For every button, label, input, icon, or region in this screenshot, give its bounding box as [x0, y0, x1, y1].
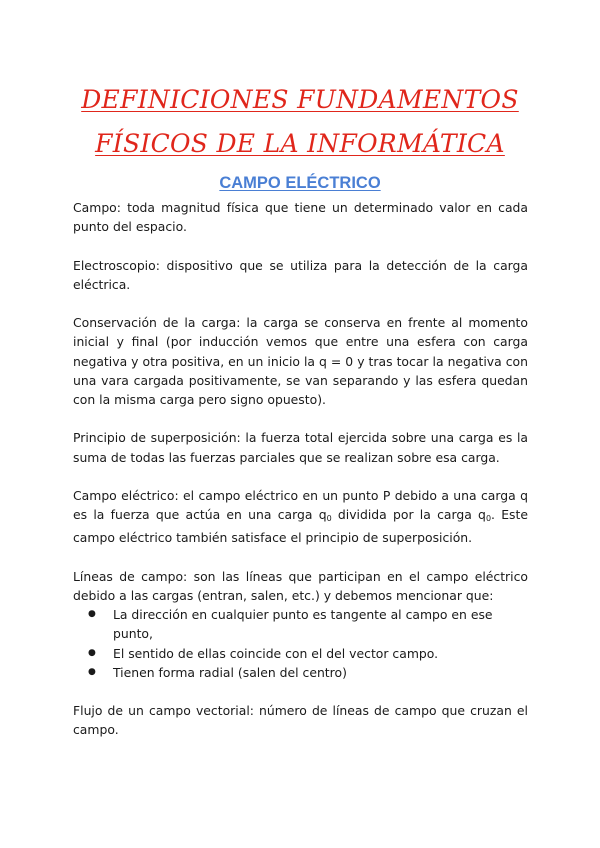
section-heading: CAMPO ELÉCTRICO — [219, 174, 381, 192]
list-item: ● El sentido de ellas coincide con el del vector campo. — [113, 644, 528, 663]
list-item: ● Tienen forma radial (salen del centro) — [113, 663, 528, 682]
document-body — [73, 198, 528, 759]
paragraph-flujo: Flujo de un campo vectorial: número de líneas de campo que cruzan el campo. — [73, 703, 528, 738]
campo-electrico-text-1: Campo eléctrico: el campo eléctrico en un punto P debido a una carga q es la fuerza que actúa en una carga q — [73, 487, 528, 523]
paragraph-conservacion: Conservación de la carga: la carga se conserva en frente al momento inicial y final (por inducción vemos que entre una esfera con carga negativa y otra positiva, en un inicio la q = 0 y tras tocar la negativa con una vara cargada positivamente, se van separando y las esfera quedan con la misma carga pero signo opuesto). — [73, 315, 528, 407]
subscript-zero: 0 — [326, 514, 332, 524]
paragraph-electroscopio: Electroscopio: dispositivo que se utiliza para la detección de la carga eléctrica. — [73, 257, 528, 292]
campo-electrico-text-3: . Este campo eléctrico también satisface el principio de superposición. — [73, 507, 528, 546]
paragraph-campo-electrico — [73, 486, 528, 548]
document-title: DEFINICIONES FUNDAMENTOS FÍSICOS DE LA INFORMÁTICA — [81, 85, 519, 158]
bullet-list — [73, 605, 528, 682]
list-item: ● La dirección en cualquier punto es tangente al campo en ese punto, — [113, 605, 528, 643]
subscript-zero: 0 — [485, 514, 492, 524]
campo-electrico-text-2: dividida por la carga q — [331, 507, 486, 523]
paragraph-lineas: Líneas de campo: son las líneas que participan en el campo eléctrico debido a las cargas (entran, salen, etc.) y debemos mencionar que: — [73, 568, 528, 603]
paragraph-campo: Campo: toda magnitud física que tiene un determinado valor en cada punto del espacio. — [73, 200, 528, 235]
paragraph-superposicion: Principio de superposición: la fuerza total ejercida sobre una carga es la suma de todas las fuerzas parciales que se realizan sobre esa carga. — [73, 430, 528, 465]
